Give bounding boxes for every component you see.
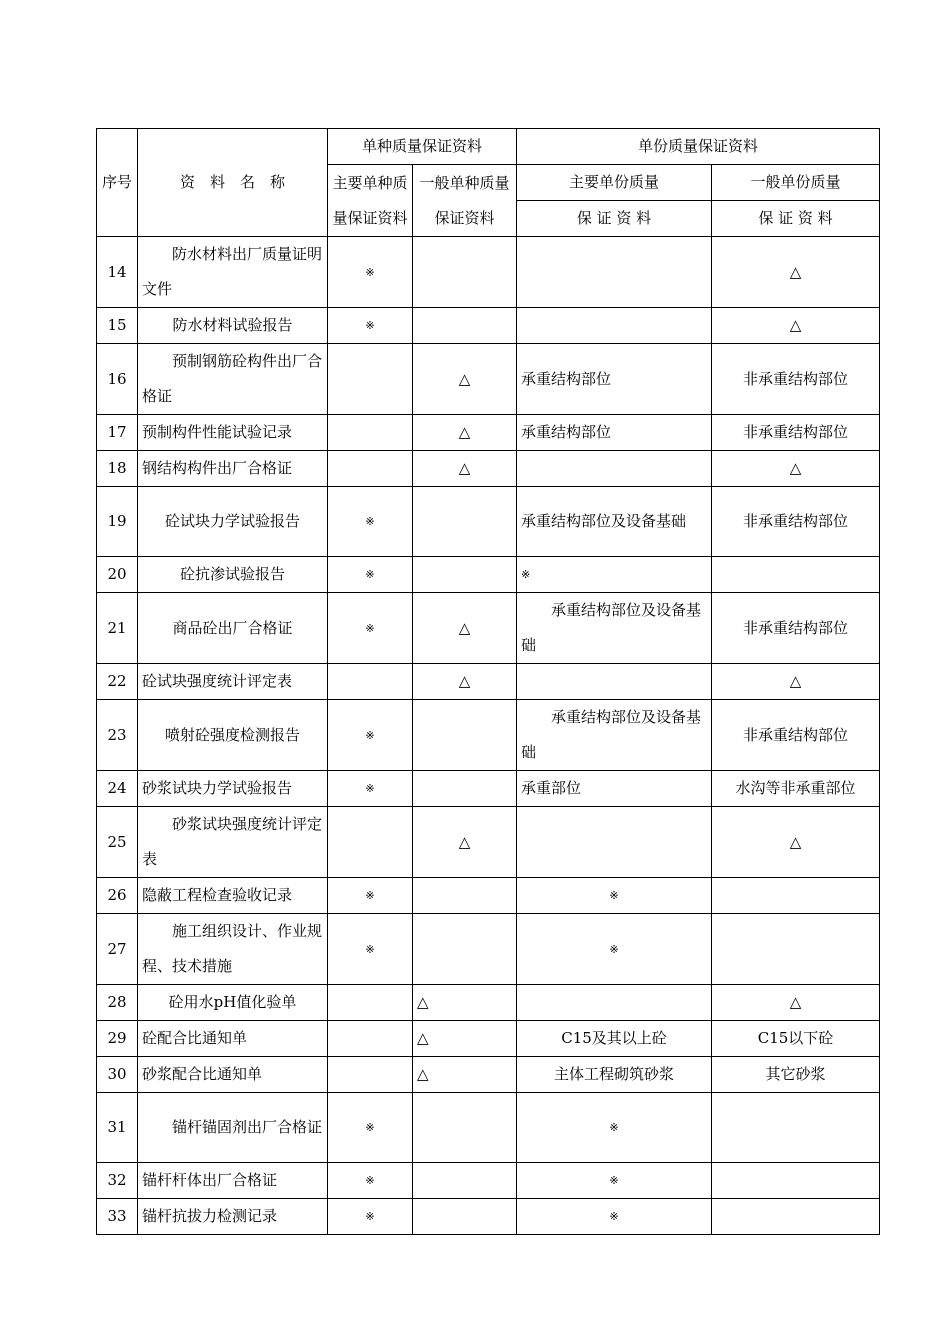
cell-sk-main: ※ — [328, 700, 413, 771]
cell-name: 防水材料出厂质量证明文件 — [138, 237, 328, 308]
cell-sk-main — [328, 344, 413, 415]
cell-seq: 28 — [97, 985, 138, 1021]
cell-seq: 16 — [97, 344, 138, 415]
cell-seq: 14 — [97, 237, 138, 308]
cell-name: 隐蔽工程检查验收记录 — [138, 878, 328, 914]
cell-sp-general: △ — [712, 451, 880, 487]
cell-sp-main: 承重结构部位及设备基础 — [517, 487, 712, 557]
cell-name: 砼用水pH值化验单 — [138, 985, 328, 1021]
cell-sp-main: 承重结构部位 — [517, 344, 712, 415]
cell-name: 砂浆配合比通知单 — [138, 1057, 328, 1093]
table-row — [97, 415, 880, 451]
cell-sp-main — [517, 985, 712, 1021]
table-row — [97, 1093, 880, 1163]
cell-name: 防水材料试验报告 — [138, 308, 328, 344]
cell-sk-main: ※ — [328, 1199, 413, 1235]
cell-sp-main: ※ — [517, 878, 712, 914]
cell-seq: 30 — [97, 1057, 138, 1093]
cell-sp-general: 非承重结构部位 — [712, 415, 880, 451]
cell-sp-main — [517, 807, 712, 878]
table-row — [97, 487, 880, 557]
cell-sp-main: C15及其以上砼 — [517, 1021, 712, 1057]
table-row — [97, 1199, 880, 1235]
cell-sk-main: ※ — [328, 1093, 413, 1163]
header-sk-general: 一般单种质量保证资料 — [413, 165, 517, 237]
cell-sk-main: ※ — [328, 878, 413, 914]
table-row — [97, 557, 880, 593]
table-row — [97, 1057, 880, 1093]
cell-sk-general: △ — [413, 985, 517, 1021]
cell-seq: 27 — [97, 914, 138, 985]
cell-sk-main — [328, 985, 413, 1021]
cell-seq: 31 — [97, 1093, 138, 1163]
header-group-single-part: 单份质量保证资料 — [517, 129, 880, 165]
cell-sk-main: ※ — [328, 593, 413, 664]
cell-sp-general — [712, 914, 880, 985]
cell-sp-main: ※ — [517, 1199, 712, 1235]
quality-docs-table — [96, 128, 880, 1235]
cell-sk-main — [328, 664, 413, 700]
cell-sp-main: 承重结构部位及设备基础 — [517, 700, 712, 771]
table-header — [97, 129, 880, 237]
header-name: 资 料 名 称 — [138, 129, 328, 237]
cell-name: 锚杆抗拔力检测记录 — [138, 1199, 328, 1235]
cell-sk-general: △ — [413, 1021, 517, 1057]
cell-sk-general — [413, 914, 517, 985]
cell-sk-general — [413, 1093, 517, 1163]
table-row — [97, 1021, 880, 1057]
cell-seq: 26 — [97, 878, 138, 914]
cell-sp-general: 水沟等非承重部位 — [712, 771, 880, 807]
cell-seq: 22 — [97, 664, 138, 700]
cell-name: 砼试块强度统计评定表 — [138, 664, 328, 700]
header-sp-main-line2: 保 证 资 料 — [517, 201, 712, 237]
cell-sk-general: △ — [413, 807, 517, 878]
cell-sk-main: ※ — [328, 308, 413, 344]
cell-name: 锚杆锚固剂出厂合格证 — [138, 1093, 328, 1163]
cell-sk-general — [413, 237, 517, 308]
cell-seq: 19 — [97, 487, 138, 557]
cell-sk-main — [328, 451, 413, 487]
cell-sp-general: C15以下砼 — [712, 1021, 880, 1057]
cell-sp-general: △ — [712, 237, 880, 308]
table-row — [97, 593, 880, 664]
cell-sk-general — [413, 487, 517, 557]
cell-sk-general — [413, 557, 517, 593]
cell-seq: 17 — [97, 415, 138, 451]
cell-name: 钢结构构件出厂合格证 — [138, 451, 328, 487]
cell-sk-main: ※ — [328, 1163, 413, 1199]
cell-seq: 23 — [97, 700, 138, 771]
cell-sk-general — [413, 700, 517, 771]
cell-name: 锚杆杆体出厂合格证 — [138, 1163, 328, 1199]
cell-sk-general: △ — [413, 593, 517, 664]
cell-seq: 24 — [97, 771, 138, 807]
table-row — [97, 344, 880, 415]
cell-sp-general — [712, 878, 880, 914]
cell-sp-general — [712, 557, 880, 593]
cell-sp-main: ※ — [517, 557, 712, 593]
cell-sk-general: △ — [413, 1057, 517, 1093]
header-group-single-kind: 单种质量保证资料 — [328, 129, 517, 165]
table-row — [97, 807, 880, 878]
cell-name: 砂浆试块力学试验报告 — [138, 771, 328, 807]
cell-sp-main: 主体工程砌筑砂浆 — [517, 1057, 712, 1093]
cell-sp-general: 其它砂浆 — [712, 1057, 880, 1093]
cell-seq: 18 — [97, 451, 138, 487]
table-row — [97, 308, 880, 344]
cell-name: 砼试块力学试验报告 — [138, 487, 328, 557]
table-row — [97, 664, 880, 700]
cell-sp-general — [712, 1093, 880, 1163]
cell-seq: 29 — [97, 1021, 138, 1057]
cell-sk-main — [328, 415, 413, 451]
cell-name: 预制构件性能试验记录 — [138, 415, 328, 451]
cell-sp-main: ※ — [517, 1163, 712, 1199]
cell-name: 预制钢筋砼构件出厂合格证 — [138, 344, 328, 415]
cell-sp-general: △ — [712, 807, 880, 878]
cell-seq: 25 — [97, 807, 138, 878]
cell-sp-main: 承重结构部位 — [517, 415, 712, 451]
cell-sk-general — [413, 771, 517, 807]
cell-name: 砼配合比通知单 — [138, 1021, 328, 1057]
cell-sp-main: 承重部位 — [517, 771, 712, 807]
cell-sk-main — [328, 1021, 413, 1057]
cell-sk-general — [413, 1163, 517, 1199]
cell-sk-main: ※ — [328, 237, 413, 308]
cell-sk-main: ※ — [328, 557, 413, 593]
cell-sp-general: 非承重结构部位 — [712, 487, 880, 557]
cell-seq: 32 — [97, 1163, 138, 1199]
cell-seq: 15 — [97, 308, 138, 344]
cell-sp-general: △ — [712, 308, 880, 344]
cell-seq: 21 — [97, 593, 138, 664]
table-row — [97, 878, 880, 914]
cell-sk-general: △ — [413, 344, 517, 415]
cell-sp-general — [712, 1199, 880, 1235]
table-row — [97, 771, 880, 807]
cell-sp-main — [517, 451, 712, 487]
cell-seq: 33 — [97, 1199, 138, 1235]
header-sp-general-line1: 一般单份质量 — [712, 165, 880, 201]
table-row — [97, 914, 880, 985]
header-sp-general-line2: 保 证 资 料 — [712, 201, 880, 237]
cell-sp-main — [517, 237, 712, 308]
cell-sp-general: 非承重结构部位 — [712, 344, 880, 415]
cell-sp-main: 承重结构部位及设备基础 — [517, 593, 712, 664]
cell-name: 砼抗渗试验报告 — [138, 557, 328, 593]
cell-sp-main: ※ — [517, 1093, 712, 1163]
cell-sk-main: ※ — [328, 771, 413, 807]
table-row — [97, 1163, 880, 1199]
cell-sp-main: ※ — [517, 914, 712, 985]
header-sp-main-line1: 主要单份质量 — [517, 165, 712, 201]
cell-sk-main: ※ — [328, 914, 413, 985]
cell-sp-general: 非承重结构部位 — [712, 593, 880, 664]
cell-name: 砂浆试块强度统计评定表 — [138, 807, 328, 878]
table-row — [97, 985, 880, 1021]
cell-sp-general: △ — [712, 985, 880, 1021]
cell-sk-general: △ — [413, 664, 517, 700]
cell-sk-general: △ — [413, 451, 517, 487]
cell-sk-general: △ — [413, 415, 517, 451]
cell-sp-general: 非承重结构部位 — [712, 700, 880, 771]
cell-sp-general — [712, 1163, 880, 1199]
header-sk-main: 主要单种质量保证资料 — [328, 165, 413, 237]
cell-seq: 20 — [97, 557, 138, 593]
cell-name: 施工组织设计、作业规程、技术措施 — [138, 914, 328, 985]
table-body — [97, 237, 880, 1235]
cell-sk-general — [413, 1199, 517, 1235]
table-row — [97, 700, 880, 771]
cell-name: 喷射砼强度检测报告 — [138, 700, 328, 771]
header-seq: 序号 — [97, 129, 138, 237]
cell-sp-main — [517, 664, 712, 700]
table-row — [97, 237, 880, 308]
cell-sk-general — [413, 308, 517, 344]
cell-sk-main — [328, 1057, 413, 1093]
cell-sk-main — [328, 807, 413, 878]
cell-sp-general: △ — [712, 664, 880, 700]
cell-sp-main — [517, 308, 712, 344]
cell-name: 商品砼出厂合格证 — [138, 593, 328, 664]
cell-sk-main: ※ — [328, 487, 413, 557]
table-row — [97, 451, 880, 487]
cell-sk-general — [413, 878, 517, 914]
